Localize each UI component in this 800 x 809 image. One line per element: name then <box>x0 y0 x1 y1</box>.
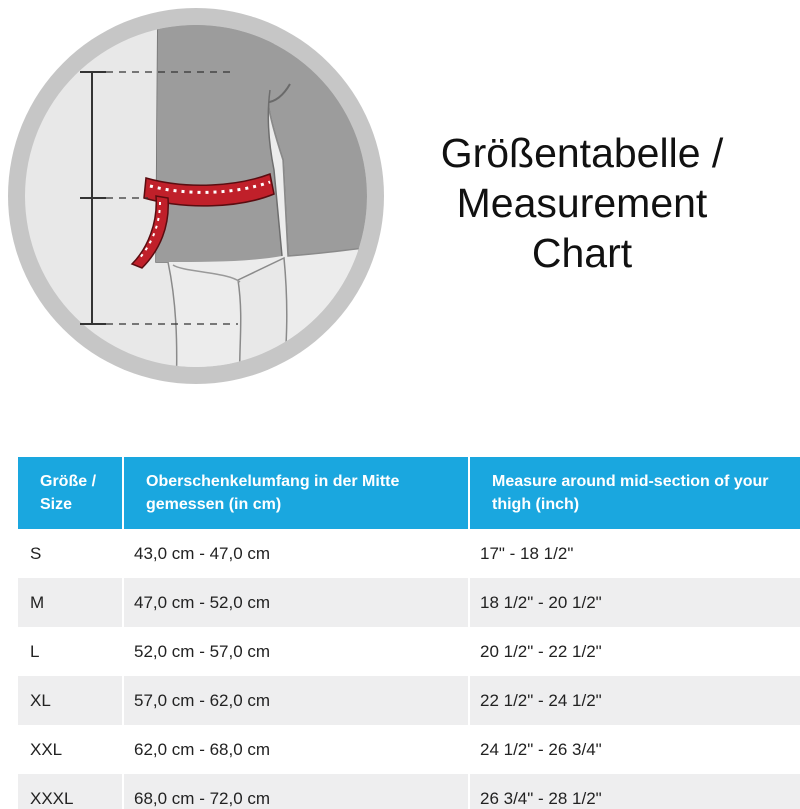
title-line-3: Chart <box>531 230 633 276</box>
cell-size: S <box>18 529 123 578</box>
table-row <box>18 676 800 725</box>
table-row <box>18 774 800 809</box>
cell-inch: 26 3/4" - 28 1/2" <box>469 774 800 809</box>
cell-cm: 43,0 cm - 47,0 cm <box>123 529 469 578</box>
header-inch: Measure around mid-section of your thigh (inch) <box>469 457 800 529</box>
cell-size: M <box>18 578 123 627</box>
cell-cm: 62,0 cm - 68,0 cm <box>123 725 469 774</box>
thigh-front <box>156 0 282 262</box>
thigh-measurement-icon <box>8 0 384 392</box>
cell-inch: 24 1/2" - 26 3/4" <box>469 725 800 774</box>
table-row <box>18 578 800 627</box>
table-row <box>18 529 800 578</box>
cell-inch: 17" - 18 1/2" <box>469 529 800 578</box>
page-title <box>400 128 764 278</box>
cell-cm: 47,0 cm - 52,0 cm <box>123 578 469 627</box>
cell-size: L <box>18 627 123 676</box>
size-table <box>18 457 800 809</box>
cell-cm: 68,0 cm - 72,0 cm <box>123 774 469 809</box>
cell-size: XXXL <box>18 774 123 809</box>
cell-size: XL <box>18 676 123 725</box>
title-line-1: Größentabelle / <box>440 130 724 176</box>
table-row <box>18 627 800 676</box>
table-row <box>18 725 800 774</box>
cell-inch: 22 1/2" - 24 1/2" <box>469 676 800 725</box>
cell-inch: 20 1/2" - 22 1/2" <box>469 627 800 676</box>
table-header-row <box>18 457 800 529</box>
title-line-2: Measurement <box>456 180 708 226</box>
header-cm: Oberschenkelumfang in der Mitte gemessen (in cm) <box>123 457 469 529</box>
cell-size: XXL <box>18 725 123 774</box>
cell-inch: 18 1/2" - 20 1/2" <box>469 578 800 627</box>
header-size: Größe / Size <box>18 457 123 529</box>
cell-cm: 57,0 cm - 62,0 cm <box>123 676 469 725</box>
cell-cm: 52,0 cm - 57,0 cm <box>123 627 469 676</box>
